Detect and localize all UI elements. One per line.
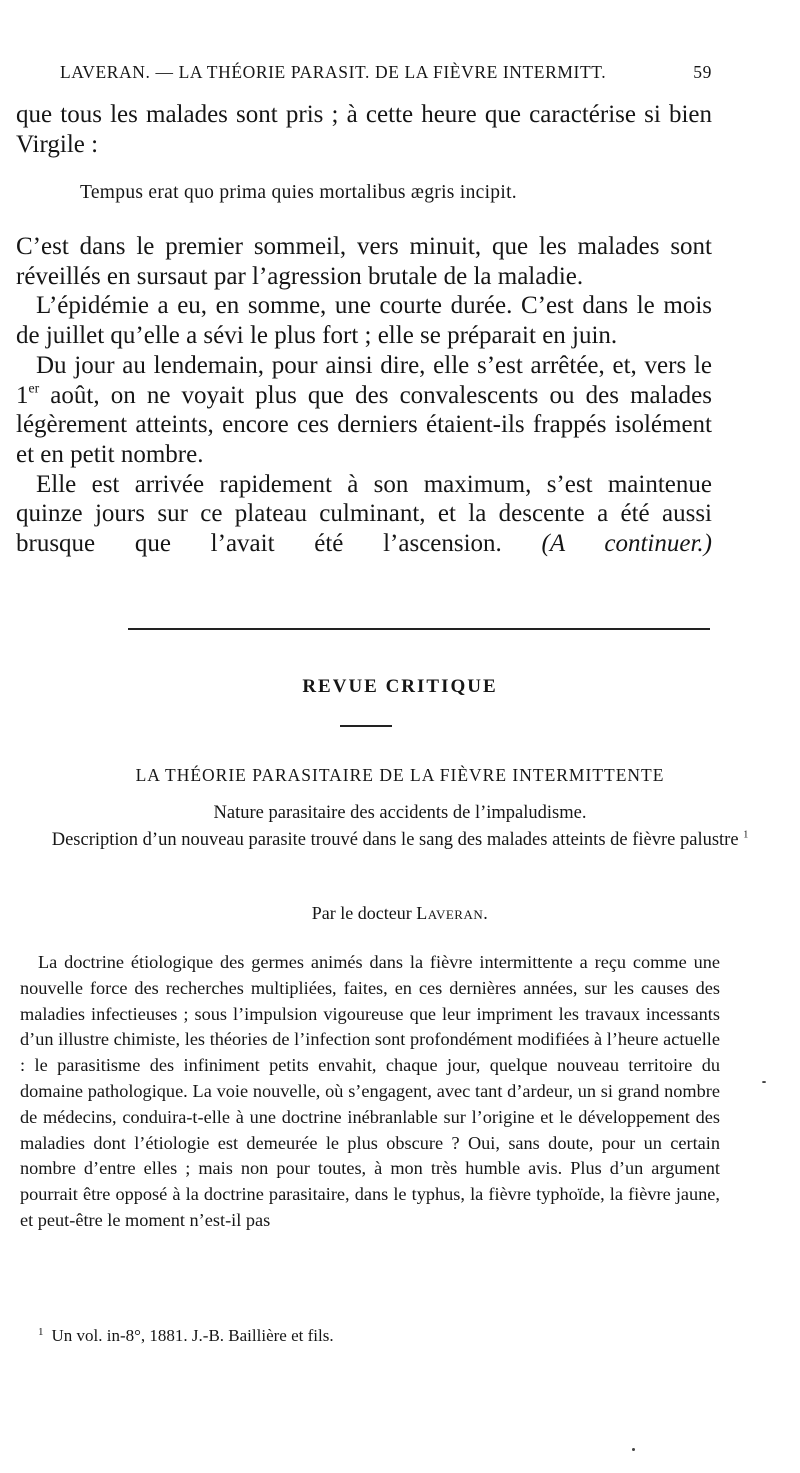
subtitle-text: Description d’un nouveau parasite trouvé dans le sang des malades atteints de fièvre palustre	[51, 830, 739, 850]
body-text	[16, 232, 712, 559]
paragraph-text: Du jour au lendemain, pour ainsi dire, elle s’est arrêtée, et, vers le 1	[16, 351, 712, 409]
article-subtitle	[0, 800, 800, 854]
paragraph	[16, 351, 712, 470]
paragraph: La doctrine étiologique des germes animés dans la fièvre intermittente a reçu comme une nouvelle force des recherches multipliées, faites, en ces dernières années, sur les causes des maladies infectieuses ; sous l’impulsion vigoureuse que leur impriment les travaux incessants d’un illustre chimiste, les théories de l’infection sont profondément modifiées à l’heure actuelle : le parasitisme des infiniment petits envahit, chaque jour, quelque nouveau territoire du domaine pathologique. La voie nouvelle, où s’engagent, avec tant d’ardeur, un si grand nombre de médecins, conduira-t-elle à une doctrine inébranlable sur l’origine et le développement des maladies dont l’étiologie est demeurée le plus obscure ? Oui, sans doute, pour un certain nombre d’entre elles ; mais non pour toutes, à mon très humble avis. Plus d’un argument pourrait être opposé à la doctrine parasitaire, dans le typhus, la fièvre typhoïde, la fièvre jaune, et peut-être le moment n’est-il pas	[20, 952, 720, 1230]
paragraph: L’épidémie a eu, en somme, une courte durée. C’est dans le mois de juillet qu’elle a sévi le plus fort ; elle se préparait en juin.	[16, 292, 712, 350]
running-head	[60, 62, 712, 83]
section-title: REVUE CRITIQUE	[302, 676, 498, 697]
author-name: Laveran.	[416, 903, 489, 923]
footnote-marker: 1	[38, 1326, 44, 1338]
paragraph-text: août, on ne voyait plus que des convalescents ou des malades légèrement atteints, encore ces derniers étaient-ils frappés isolément et en petit nombre.	[16, 381, 712, 468]
paragraph	[16, 470, 712, 559]
paragraph: C’est dans le premier sommeil, vers minuit, que les malades sont réveillés en sursaut par l’agression brutale de la maladie.	[16, 233, 712, 290]
article-body	[20, 950, 720, 1234]
section-divider	[128, 628, 710, 630]
subtitle-line: Nature parasitaire des accidents de l’impaludisme.	[213, 803, 587, 823]
print-speck	[632, 1448, 635, 1451]
superscript: er	[28, 380, 40, 396]
title-underline	[340, 725, 392, 727]
paragraph: que tous les malades sont pris ; à cette heure que caractérise si bien Virgile :	[16, 101, 712, 158]
paragraph-text: Elle est arrivée rapidement à son maximum, s’est maintenue quinze jours sur ce plateau culminant, et la descente a été aussi brusque que l’avait été l’ascension.	[16, 470, 712, 558]
footnote-text: Un vol. in-8°, 1881. J.-B. Baillière et fils.	[51, 1326, 334, 1345]
to-be-continued-note: (A continuer.)	[541, 530, 713, 558]
continued-paragraph	[16, 100, 712, 159]
footnote	[38, 1326, 334, 1346]
running-head-title: LAVERAN. — LA THÉORIE PARASIT. DE LA FIÈVRE INTERMITT.	[60, 62, 607, 82]
latin-quotation: Tempus erat quo prima quies mortalibus ægris incipit.	[80, 182, 517, 203]
footnote-reference: 1	[743, 829, 749, 841]
byline	[0, 903, 800, 924]
byline-prefix: Par le docteur	[311, 903, 412, 923]
print-speck	[762, 1081, 766, 1083]
subtitle-line	[0, 827, 800, 854]
page-number: 59	[693, 62, 712, 82]
article-title: LA THÉORIE PARASITAIRE DE LA FIÈVRE INTERMITTENTE	[135, 765, 665, 785]
